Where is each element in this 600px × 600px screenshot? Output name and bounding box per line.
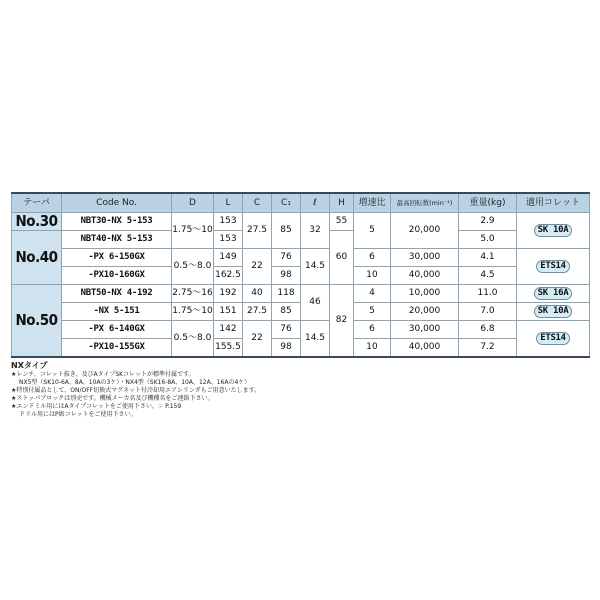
c-cell: 27.5	[243, 303, 272, 321]
code-cell: NBT40-NX 5-153	[62, 231, 172, 249]
rpm-cell: 40,000	[391, 267, 459, 285]
spec-table	[11, 192, 590, 358]
c1-cell: 118	[272, 285, 301, 303]
notes-title: NXタイプ	[11, 361, 48, 370]
header-l: L	[214, 193, 243, 213]
c1-cell: 76	[272, 321, 301, 339]
header-ell: ℓ	[301, 193, 330, 213]
c1-cell: 85	[272, 213, 301, 249]
c-cell: 22	[243, 249, 272, 285]
ell-cell: 46	[301, 285, 330, 321]
h-cell: 82	[330, 285, 354, 358]
c1-cell: 98	[272, 267, 301, 285]
rpm-cell: 10,000	[391, 285, 459, 303]
code-cell: -PX10-155GX	[62, 339, 172, 358]
table-row	[12, 213, 590, 231]
l-cell: 155.5	[214, 339, 243, 358]
rpm-cell: 20,000	[391, 303, 459, 321]
c1-cell: 85	[272, 303, 301, 321]
d-cell: 2.75～16	[172, 285, 214, 303]
d-cell: 0.5～8.0	[172, 321, 214, 358]
header-h: H	[330, 193, 354, 213]
table-row	[12, 285, 590, 303]
ratio-cell: 6	[354, 249, 391, 267]
ell-cell: 14.5	[301, 249, 330, 285]
l-cell: 162.5	[214, 267, 243, 285]
group-no50: No.50	[12, 285, 62, 358]
header-taper: テーパ	[12, 193, 62, 213]
header-maxrpm: 最高回転数(min⁻¹)	[391, 193, 459, 213]
code-cell: -PX10-160GX	[62, 267, 172, 285]
header-c: C	[243, 193, 272, 213]
collet-cell	[517, 213, 590, 249]
rpm-cell: 30,000	[391, 249, 459, 267]
header-code: Code No.	[62, 193, 172, 213]
l-cell: 142	[214, 321, 243, 339]
code-cell: -PX 6-150GX	[62, 249, 172, 267]
note-line: ★エンドミル用にはAタイプコレットをご使用下さい。☞ P.159	[11, 403, 182, 410]
header-weight: 重量(kg)	[459, 193, 517, 213]
note-line: ★ストッパブロックは別売です。機械メーカ名及び機種名をご連絡下さい。	[11, 395, 214, 402]
note-line: ★特別付属品として、ON/OFF切換式マグネット付冷却用エアシリンダもご用意いたします。	[11, 387, 261, 394]
weight-cell: 7.2	[459, 339, 517, 358]
note-line: NX5型（SK10-6A、8A、10Aの3ケ）・NX4型（SK16-8A、10A、12A、16Aの4ケ）	[19, 379, 251, 386]
code-cell: -PX 6-140GX	[62, 321, 172, 339]
c1-cell: 76	[272, 249, 301, 267]
l-cell: 153	[214, 231, 243, 249]
spec-sheet	[11, 192, 589, 419]
rpm-cell: 40,000	[391, 339, 459, 358]
c-cell: 27.5	[243, 213, 272, 249]
note-line: ★レンチ、コレット抜き、及びAタイプSKコレットが標準付属です。	[11, 371, 195, 378]
ratio-cell: 6	[354, 321, 391, 339]
d-cell: 1.75～10	[172, 303, 214, 321]
code-cell: NBT30-NX 5-153	[62, 213, 172, 231]
d-cell: 1.75～10	[172, 213, 214, 249]
ell-cell: 14.5	[301, 321, 330, 358]
weight-cell: 4.5	[459, 267, 517, 285]
note-line: ドリル用にはP級コレットをご使用下さい。	[19, 411, 137, 418]
collet-badge: SK 10A	[534, 224, 573, 237]
collet-cell	[517, 249, 590, 285]
c-cell: 22	[243, 321, 272, 358]
ratio-cell: 4	[354, 285, 391, 303]
h-cell: 55	[330, 213, 354, 231]
header-row	[12, 193, 590, 213]
table-row	[12, 249, 590, 267]
l-cell: 149	[214, 249, 243, 267]
weight-cell: 5.0	[459, 231, 517, 249]
h-cell: 60	[330, 231, 354, 285]
collet-badge: ETS14	[536, 332, 570, 345]
weight-cell: 2.9	[459, 213, 517, 231]
ratio-cell: 5	[354, 303, 391, 321]
ratio-cell: 5	[354, 213, 391, 249]
collet-badge: SK 10A	[534, 305, 573, 318]
weight-cell: 4.1	[459, 249, 517, 267]
c-cell: 40	[243, 285, 272, 303]
ratio-cell: 10	[354, 339, 391, 358]
weight-cell: 6.8	[459, 321, 517, 339]
collet-cell	[517, 303, 590, 321]
c1-cell: 98	[272, 339, 301, 358]
rpm-cell: 20,000	[391, 213, 459, 249]
d-cell: 0.5～8.0	[172, 249, 214, 285]
ratio-cell: 10	[354, 267, 391, 285]
weight-cell: 7.0	[459, 303, 517, 321]
table-row	[12, 321, 590, 339]
header-d: D	[172, 193, 214, 213]
ell-cell: 32	[301, 213, 330, 249]
code-cell: -NX 5-151	[62, 303, 172, 321]
l-cell: 151	[214, 303, 243, 321]
collet-badge: SK 16A	[534, 287, 573, 300]
l-cell: 153	[214, 213, 243, 231]
collet-cell	[517, 321, 590, 358]
code-cell: NBT50-NX 4-192	[62, 285, 172, 303]
header-ratio: 増速比	[354, 193, 391, 213]
group-no30: No.30	[12, 213, 62, 231]
notes	[11, 361, 589, 419]
collet-cell	[517, 285, 590, 303]
rpm-cell: 30,000	[391, 321, 459, 339]
weight-cell: 11.0	[459, 285, 517, 303]
collet-badge: ETS14	[536, 260, 570, 273]
header-collet: 適用コレット	[517, 193, 590, 213]
l-cell: 192	[214, 285, 243, 303]
group-no40: No.40	[12, 231, 62, 285]
header-c1: C₁	[272, 193, 301, 213]
